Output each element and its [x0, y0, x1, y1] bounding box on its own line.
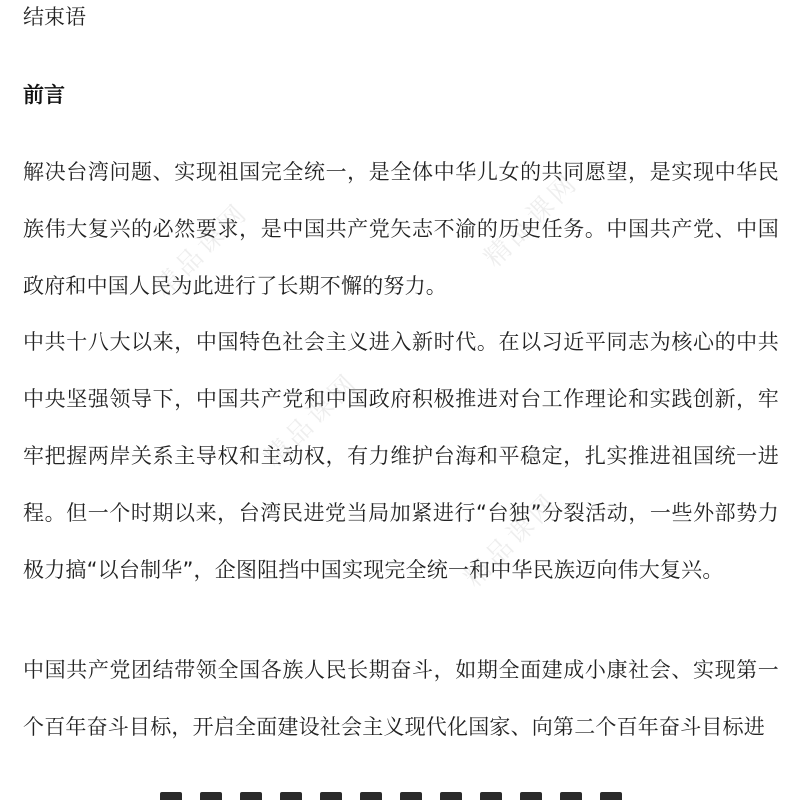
cut-off-text-line	[160, 784, 640, 800]
watermark: 精品课网	[148, 197, 255, 304]
paragraph-3: 中国共产党团结带领全国各族人民长期奋斗，如期全面建成小康社会、实现第一个百年奋斗目标，开启全面建设社会主义现代化国家、向第二个百年奋斗目标进	[23, 658, 779, 739]
paragraph-1: 解决台湾问题、实现祖国完全统一，是全体中华儿女的共同愿望，是实现中华民族伟大复兴的必然要求，是中国共产党矢志不渝的历史任务。中国共产党、中国政府和中国人民为此进行了长期不懈的努力。	[23, 160, 779, 298]
toc-link-conclusion[interactable]: 结束语	[23, 5, 86, 29]
watermark: 精品课网	[258, 367, 365, 474]
watermark: 精品课网	[478, 167, 585, 274]
section-heading: 前言	[23, 83, 65, 107]
watermark: 精品课网	[458, 487, 565, 594]
paragraph-2: 中共十八大以来，中国特色社会主义进入新时代。在以习近平同志为核心的中共中央坚强领导下，中国共产党和中国政府积极推进对台工作理论和实践创新，牢牢把握两岸关系主导权和主动权，有力维护台海和平稳定，扎实推进祖国统一进程。但一个时期以来，台湾民进党当局加紧进行“台独”分裂活动，一些外部势力极力搞“以台制华”，企图阻挡中国实现完全统一和中华民族迈向伟大复兴。	[23, 330, 779, 582]
